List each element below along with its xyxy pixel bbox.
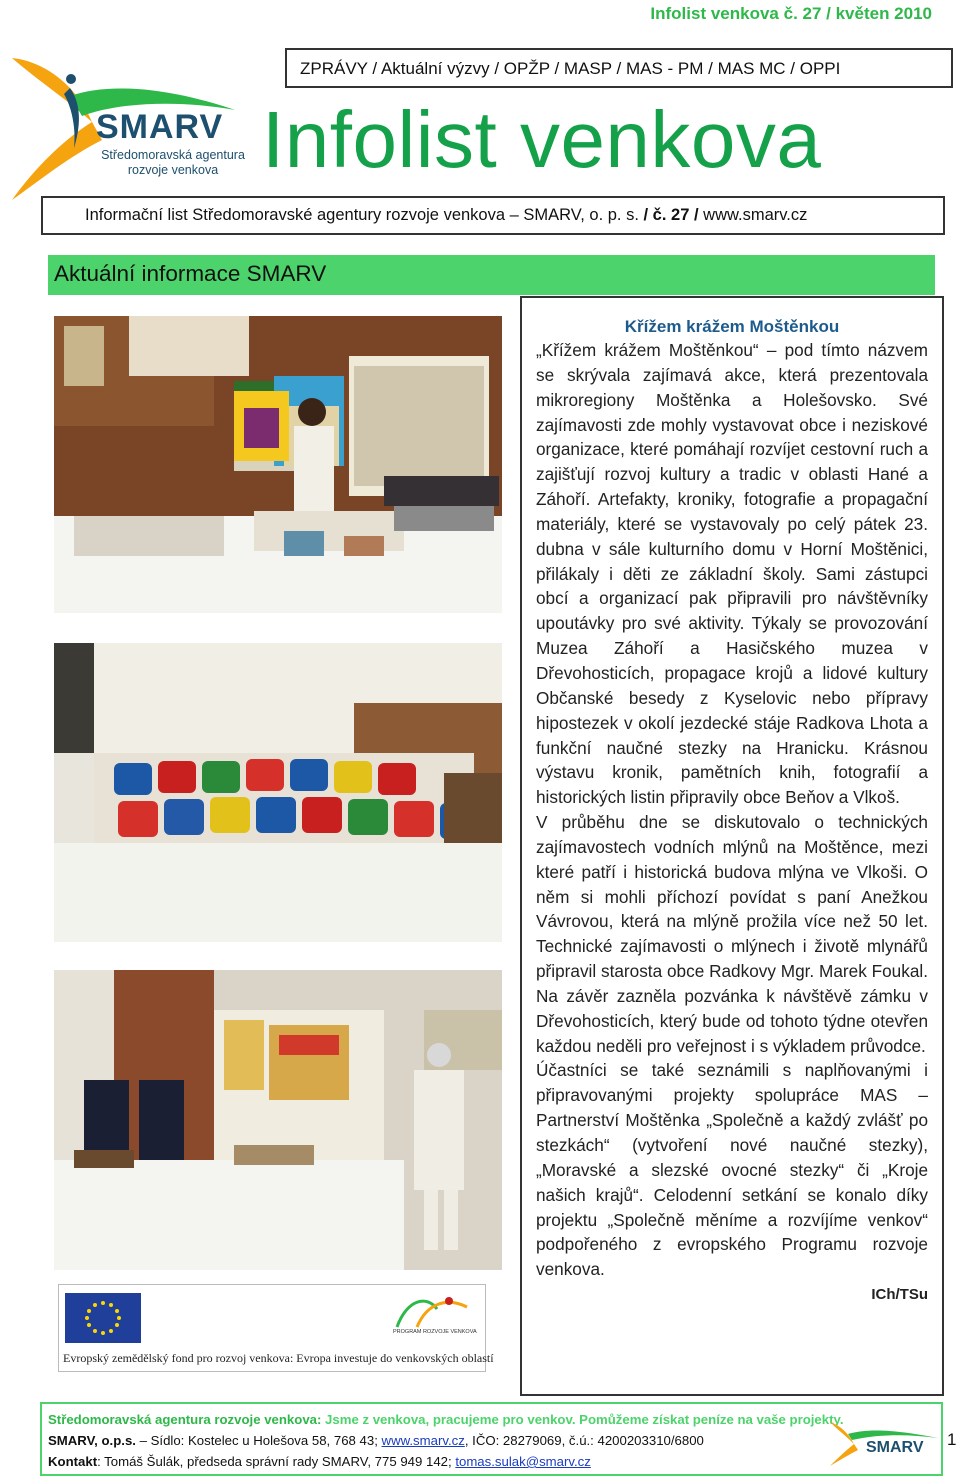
footer-org: SMARV, o.p.s. [48,1433,136,1448]
footer-contact-text: : Tomáš Šulák, předseda správní rady SMARV, 775 949 142; [97,1454,456,1469]
logo-wordmark: SMARV [96,108,224,146]
article-box [520,296,944,1396]
photo-fire-uniforms [54,970,502,1270]
article-paragraph: „Křížem krážem Moštěnkou“ – pod tímto názvem se skrývala zajímavá akce, která prezentovala mikroregiony Moštěnka a Holešovsko. Své zajímavosti zde mohly vystavovat obce i neziskové organizace, které pomáhají rozvíjet cestovní ruch a zajišťují rozvoj kultury a tradic v oblasti Hané a Záhoří. Artefakty, kroniky, fotografie a propagační materiály, které se vystavovaly po celý pátek 23. dubna v sále kulturního domu v Horní Moštěnici, přilákaly i děti ze základní školy. Sami zástupci obcí a organizací pak připravili pro návštěvníky upoutávky pro své aktivity. Týkaly se provozování Muzea Záhoří a Hasičského muzea v Dřevohosticích, propagace krojů a lidové kultury Občanské besedy z Kyselovic nebo přípravy hipostezek v okolí jezdecké stáje Radkova Lhota a funkční naučné stezky na Hranicku. Krásnou výstavu kronik, pamětních knih, fotografií a historických listin připravily obce Beňov a Vlkoš. [536,340,928,808]
program-label: PROGRAM ROZVOJE VENKOVA [393,1329,477,1335]
logo-line-1: Středomoravská agentura [101,148,245,162]
footer-motto: Jsme z venkova, pracujeme pro venkov. Pomůžeme získat peníze na vaše projekty. [321,1412,844,1427]
footer-contact-line [48,1451,941,1472]
footer-box [40,1402,943,1476]
section-title: Aktuální informace SMARV [48,255,935,295]
footer-motto-line [48,1409,941,1430]
program-rozvoje-venkova-logo [387,1289,477,1347]
photo-exhibition-table [54,316,502,613]
article-heading: Křížem krážem Moštěnkou [624,317,840,336]
svg-text:SMARV: SMARV [866,1439,924,1456]
photo-coats-of-arms [54,643,502,942]
footer-org-name: Středomoravská agentura rozvoje venkova: [48,1412,322,1427]
page-number: 1 [947,1430,957,1449]
footer-seat: – Sídlo: Kostelec u Holešova 58, 768 43; [135,1433,382,1448]
subtitle-web: www.smarv.cz [698,206,808,224]
article-body [536,338,928,1282]
article-paragraph: V průběhu dne se diskutovalo o technických zajímavostech vodních mlýnů na Moštěnce, mezi které patří i historická budova mlýna ve Vlkoši. O něm si mohli příchozí povídat s paní Anežkou Vávrovou, která na mlýně prožila více než 50 let. Technické zajímavosti o mlýnech i životě mlynářů připravil starosta obce Radkovy Mgr. Marek Foukal. Na závěr zazněla pozvánka k návštěvě zámku v Dřevohosticích, který bude od tohoto týdne otevřen každou neděli pro veřejnost i s výkladem průvodce. [536,812,928,1056]
subtitle-banner [41,196,945,235]
eu-caption: Evropský zemědělský fond pro rozvoj venkova: Evropa investuje do venkovských oblastí [63,1351,494,1365]
eu-flag-icon [65,1293,141,1343]
footer-web-link[interactable]: www.smarv.cz [381,1433,465,1448]
subtitle-text: Informační list Středomoravské agentury rozvoje venkova – SMARV, o. p. s. [85,206,644,224]
footer-contact-label: Kontakt [48,1454,98,1469]
footer-smarv-logo [828,1418,948,1468]
article-signature: ICh/TSu [871,1286,928,1304]
logo-subtitle [98,148,248,178]
subtitle-issue: / č. 27 / [643,206,699,224]
page-title: Infolist venkova [262,95,822,184]
article-paragraph: Účastníci se také seznámili s naplňovanými i připravovanými projekty spolupráce MAS – Partnerství Moštěnka „Společně a každý zvlášť po stezkách“ (vytvoření nové naučné stezky), „Moravské a slezské ovocné stezky“ či „Kroje našich krajů“. Celodenní setkání se konalo díky projektu „Společně měníme a rozvíjíme venkov“ podpořeného z evropského Programu rozvoje venkova. [536,1060,928,1280]
footer-ids: , IČO: 28279069, č.ú.: 4200203310/6800 [464,1433,704,1448]
eu-funding-box [58,1284,494,1372]
footer-address-line [48,1430,941,1451]
nav-categories: ZPRÁVY / Aktuální výzvy / OPŽP / MASP / MAS - PM / MAS MC / OPPI [285,48,953,88]
footer-email-link[interactable]: tomas.sulak@smarv.cz [455,1454,591,1469]
issue-label: Infolist venkova č. 27 / květen 2010 [650,4,932,23]
logo-line-2: rozvoje venkova [127,163,219,177]
